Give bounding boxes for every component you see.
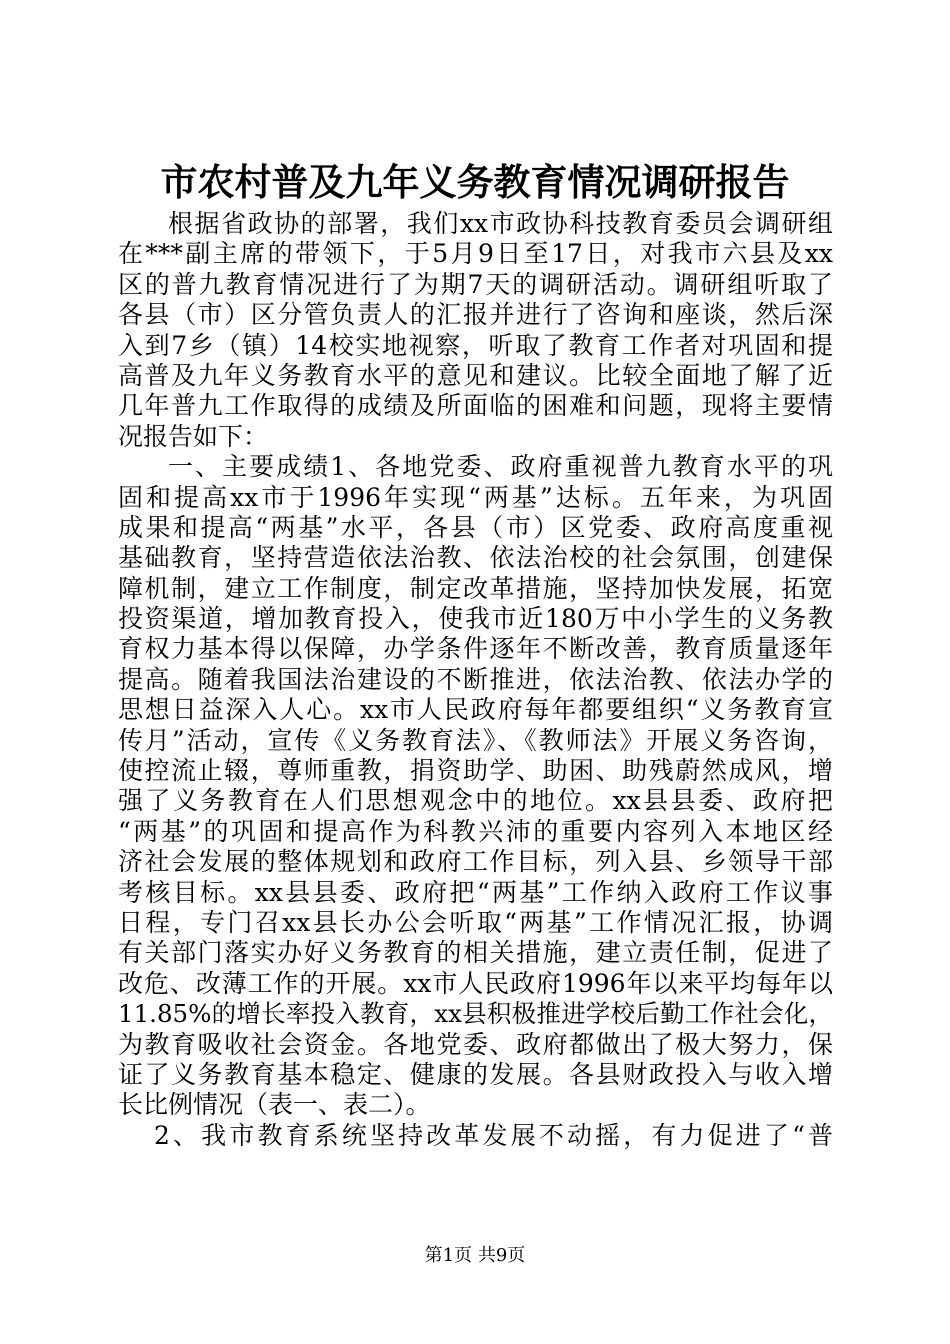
document-body — [118, 209, 833, 1151]
text-line: 固和提高xx市于1996年实现“两基”达标。五年来，为巩固 — [118, 482, 833, 512]
text-line: 为教育吸收社会资金。各地党委、政府都做出了极大努力，保 — [118, 1029, 833, 1059]
text-line: “两基”的巩固和提高作为科教兴沛的重要内容列入本地区经 — [118, 816, 833, 846]
text-line: 基础教育，坚持营造依法治教、依法治校的社会氛围，创建保 — [118, 543, 833, 573]
text-line: 济社会发展的整体规划和政府工作目标，列入县、乡领导干部 — [118, 847, 833, 877]
text-line: 况报告如下： — [118, 421, 269, 451]
text-line: 区的普九教育情况进行了为期7天的调研活动。调研组听取了 — [118, 269, 833, 299]
text-line: 改危、改薄工作的开展。xx市人民政府1996年以来平均每年以 — [118, 968, 833, 998]
text-line: 日程，专门召xx县长办公会听取“两基”工作情况汇报，协调 — [118, 907, 833, 937]
text-line: 高普及九年义务教育水平的意见和建议。比较全面地了解了近 — [118, 360, 833, 390]
text-line: 使控流止辍，尊师重教，捐资助学、助困、助残蔚然成风，增 — [118, 756, 833, 786]
text-line: 入到7乡（镇）14校实地视察，听取了教育工作者对巩固和提 — [118, 330, 833, 360]
text-line: 育权力基本得以保障，办学条件逐年不断改善，教育质量逐年 — [118, 634, 833, 664]
text-line: 投资渠道，增加教育投入，使我市近180万中小学生的义务教 — [118, 604, 833, 634]
text-line: 有关部门落实办好义务教育的相关措施，建立责任制，促进了 — [118, 938, 833, 968]
text-line: 几年普九工作取得的成绩及所面临的困难和问题，现将主要情 — [118, 391, 833, 421]
page-number-footer: 第1页 共9页 — [424, 1245, 526, 1266]
text-line: 证了义务教育基本稳定、健康的发展。各县财政投入与收入增 — [118, 1059, 833, 1089]
text-line: 考核目标。xx县县委、政府把“两基”工作纳入政府工作议事 — [118, 877, 833, 907]
document-title: 市农村普及九年义务教育情况调研报告 — [160, 160, 790, 204]
text-line: 提高。随着我国法治建设的不断推进，依法治教、依法办学的 — [118, 664, 833, 694]
text-line: 长比例情况（表一、表二）。 — [118, 1090, 431, 1120]
text-line: 一、主要成绩1、各地党委、政府重视普九教育水平的巩 — [168, 452, 833, 482]
text-line: 在***副主席的带领下，于5月9日至17日，对我市六县及xx — [118, 239, 833, 269]
text-line: 传月”活动，宣传《义务教育法》、《教师法》开展义务咨询， — [118, 725, 833, 755]
text-line: 强了义务教育在人们思想观念中的地位。xx县县委、政府把 — [118, 786, 833, 816]
text-line: 成果和提高“两基”水平，各县（市）区党委、政府高度重视 — [118, 512, 833, 542]
text-line: 根据省政协的部署，我们xx市政协科技教育委员会调研组 — [168, 209, 833, 238]
text-line: 2、我市教育系统坚持改革发展不动摇，有力促进了“普 — [154, 1120, 833, 1150]
text-line: 思想日益深入人心。xx市人民政府每年都要组织“义务教育宣 — [118, 695, 833, 725]
text-line: 各县（市）区分管负责人的汇报并进行了咨询和座谈，然后深 — [118, 300, 833, 330]
text-line: 障机制，建立工作制度，制定改革措施，坚持加快发展，拓宽 — [118, 573, 833, 603]
text-line: 11.85%的增长率投入教育，xx县积极推进学校后勤工作社会化， — [118, 999, 833, 1029]
